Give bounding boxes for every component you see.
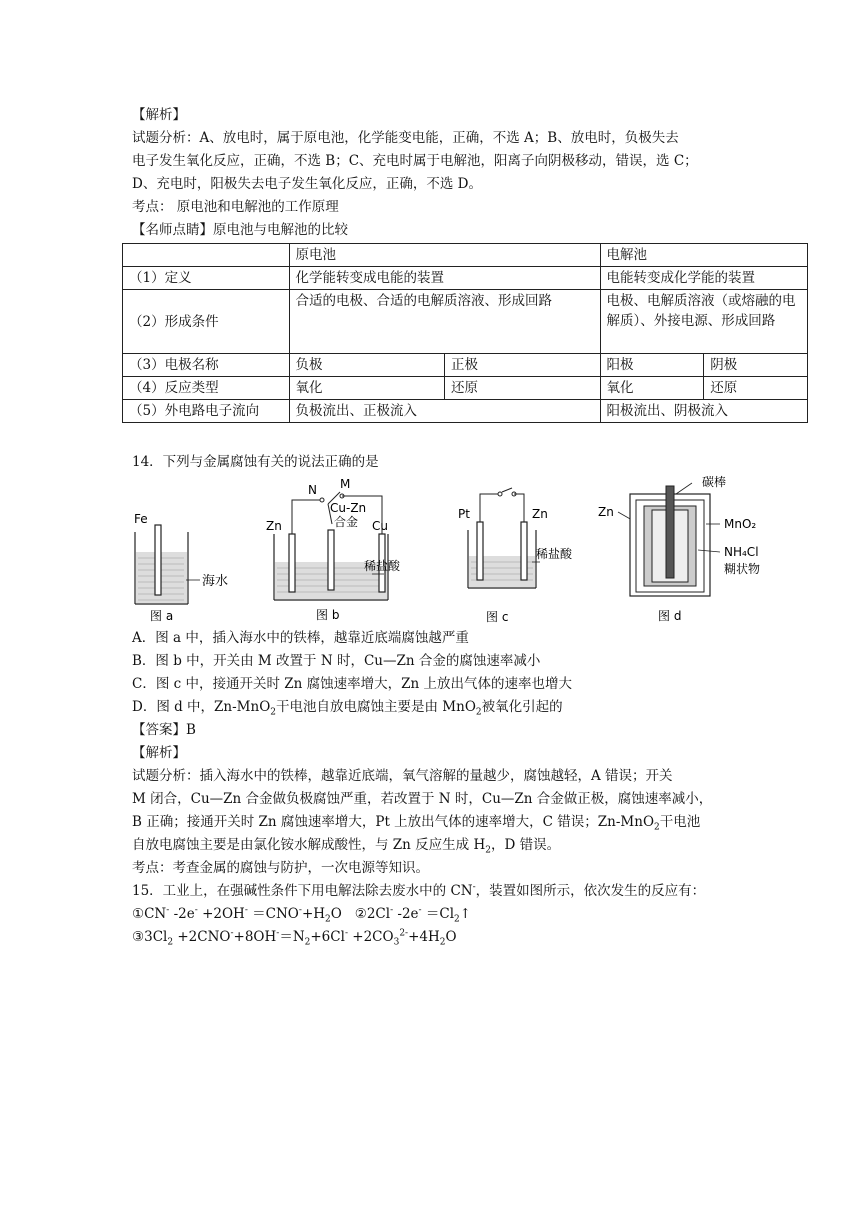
eq-part: +8OH [233,929,277,945]
q14-option-d: D．图 d 中，Zn-MnO$_2$干电池自放电腐蚀主要是由 MnO$_2$被氧化引起的 [132,699,563,718]
kaodian-line: 考点： 原电池和电解池的工作原理 [132,199,339,215]
table-cell: 氧化 [600,377,704,400]
cu-label-b: Cu [372,519,388,533]
eq-part: ＝Cl [421,906,455,922]
q14-analysis-line-4: 自放电腐蚀主要是由氯化铵水解成酸性，与 Zn 反应生成 $H_2$，D 错误。 [132,837,561,856]
eq-part: ＝CNO [247,906,299,922]
table-cell: 负极 [289,354,445,377]
analysis-line-2: 电子发生氧化反应，正确，不选 B；C、充电时属于电解池，阳离子向阴极移动，错误，选 C； [132,153,698,169]
eq-part: O [445,929,457,945]
q14-stem: 14．下列与金属腐蚀有关的说法正确的是 [132,454,379,470]
table-cell: 阳极 [600,354,704,377]
fe-label: Fe [134,512,148,526]
q14-analysis-line-1: 试题分析：插入海水中的铁棒，越靠近底端，氧气溶解的量越少，腐蚀越轻，A 错误；开关 [132,768,673,784]
table-cell: 正极 [445,354,601,377]
comparison-table [122,243,808,423]
opt-d-part: D．图 d 中，Zn-MnO [132,699,271,715]
table-cell: 合适的电极、合适的电解质溶液、形成回路 [289,290,600,354]
acid-label-c: 稀盐酸 [536,547,572,561]
eq-part: ①CN [132,906,167,922]
analysis-part: ，D 错误。 [490,837,561,853]
eq-part: +2CNO [173,929,231,945]
q15-reaction-3: $③3Cl_2 +2CNO^-+8OH^-=N_2+6Cl^- +2CO_3^{2-}+4H_2O$ [132,928,457,948]
table-cell: 还原 [704,377,808,400]
row-label: （4）反应类型 [123,377,290,400]
figure-c-caption: 图 c [486,610,509,624]
carbon-label: 碳棒 [702,475,727,489]
q14-kaodian: 考点：考查金属的腐蚀与防护，一次电源等知识。 [132,860,429,876]
analysis-part: B 正确；接通开关时 Zn 腐蚀速率增大，Pt 上放出气体的速率增大，C 错误；Zn-MnO [132,814,655,830]
q14-analysis-heading: 【解析】 [132,745,186,761]
alloy-label-1: Cu-Zn [330,501,367,515]
figure-a [128,500,238,625]
table-cell: 还原 [445,377,601,400]
zn-label-c: Zn [532,507,548,521]
eq-part: ＝N [279,929,305,945]
opt-d-part: 干电池自放电腐蚀主要是由 MnO [276,699,476,715]
figure-d [592,470,782,626]
pt-label: Pt [458,507,470,521]
opt-d-part: 被氧化引起的 [481,699,563,715]
q14-analysis-line-2: M 闭合，Cu—Zn 合金做负极腐蚀严重，若改置于 N 时，Cu—Zn 合金做正极，腐蚀速率减小， [132,791,713,807]
row-label: （3）电极名称 [123,354,290,377]
q14-analysis-line-3: B 正确；接通开关时 Zn 腐蚀速率增大，Pt 上放出气体的速率增大，C 错误；Zn-MnO$_2$干电池 [132,814,701,833]
row-label: （2）形成条件 [123,290,290,354]
eq-part: -2e [169,906,195,922]
zn-label-d: Zn [598,505,614,519]
n-label: N [308,483,317,497]
nh4cl-label: NH₄Cl [724,545,759,559]
table-cell: 阳极流出、阴极流入 [600,400,807,423]
table-cell: 电能转变成化学能的装置 [600,267,807,290]
q14-option-c: C．图 c 中，接通开关时 Zn 腐蚀速率增大，Zn 上放出气体的速率也增大 [132,676,572,692]
analysis-part: 干电池 [659,814,701,830]
table-row [123,400,808,423]
table-cell: 化学能转变成电能的装置 [289,267,600,290]
alloy-label-2: 合金 [334,515,359,529]
eq-part: +H [301,906,326,922]
analysis-line-3: D、充电时，阳极失去电子发生氧化反应，正确，不选 D。 [132,176,482,192]
row-label: （5）外电路电子流向 [123,400,290,423]
figure-b [262,474,410,626]
table-row [123,267,808,290]
figure-a-caption: 图 a [150,609,174,623]
q14-option-b: B．图 b 中，开关由 M 改置于 N 时，Cu—Zn 合金的腐蚀速率减小 [132,653,541,669]
table-row [123,290,808,354]
q14-answer: 【答案】B [132,722,196,738]
row-label: （1）定义 [123,267,290,290]
zn-label-b: Zn [266,519,282,533]
q15-stem: 15．工业上，在强碱性条件下用电解法除去废水中的 CN-，装置如图所示，依次发生的反应有： [132,882,706,899]
eq-part: ③3Cl [132,929,168,945]
table-cell: 电极、电解质溶液（或熔融的电解质）、外接电源、形成回路 [600,290,807,354]
eq-part: +2CO [347,929,394,945]
paste-label: 糊状物 [724,562,761,576]
q15-stem-part: ，装置如图所示，依次发生的反应有： [475,883,706,899]
analysis-heading: 【解析】 [132,107,186,123]
m-label: M [340,477,351,491]
acid-label-b: 稀盐酸 [364,559,401,573]
eq-part: O [330,906,342,922]
eq-part: +4H [408,929,440,945]
seawater-label: 海水 [202,574,229,589]
q14-option-a: A．图 a 中，插入海水中的铁棒，越靠近底端腐蚀越严重 [132,630,469,646]
tip-line: 【名师点睛】原电池与电解池的比较 [132,222,348,238]
table-header-cell: 原电池 [289,244,600,267]
table-header-cell: 电解池 [600,244,807,267]
table-header-cell [123,244,290,267]
table-row [123,377,808,400]
eq-part: +6Cl [310,929,345,945]
analysis-part: 自放电腐蚀主要是由氯化铵水解成酸性，与 Zn 反应生成 H [132,837,486,853]
q15-reactions-1-2: ①CN- $-2e^- +2OH^- =CNO^-+H_2O$ ②2Cl- $-2e^- =Cl_2↑$ [132,905,472,925]
figure-d-caption: 图 d [658,609,682,623]
table-cell: 阴极 [704,354,808,377]
eq-part: ↑ [459,906,472,922]
table-row [123,354,808,377]
table-cell: 氧化 [289,377,445,400]
mno2-label: MnO₂ [724,517,757,531]
analysis-line-1: 试题分析：A、放电时，属于原电池，化学能变电能，正确，不选 A；B、放电时，负极失去 [132,130,679,146]
figure-c [452,486,572,626]
table-cell: 负极流出、正极流入 [289,400,600,423]
q15-stem-part: 15．工业上，在强碱性条件下用电解法除去废水中的 CN [132,883,473,899]
eq-part: +2OH [197,906,245,922]
figure-b-caption: 图 b [316,608,340,622]
eq-part: -2e [393,906,419,922]
table-header-row [123,244,808,267]
eq-part: ②2Cl [354,906,391,922]
